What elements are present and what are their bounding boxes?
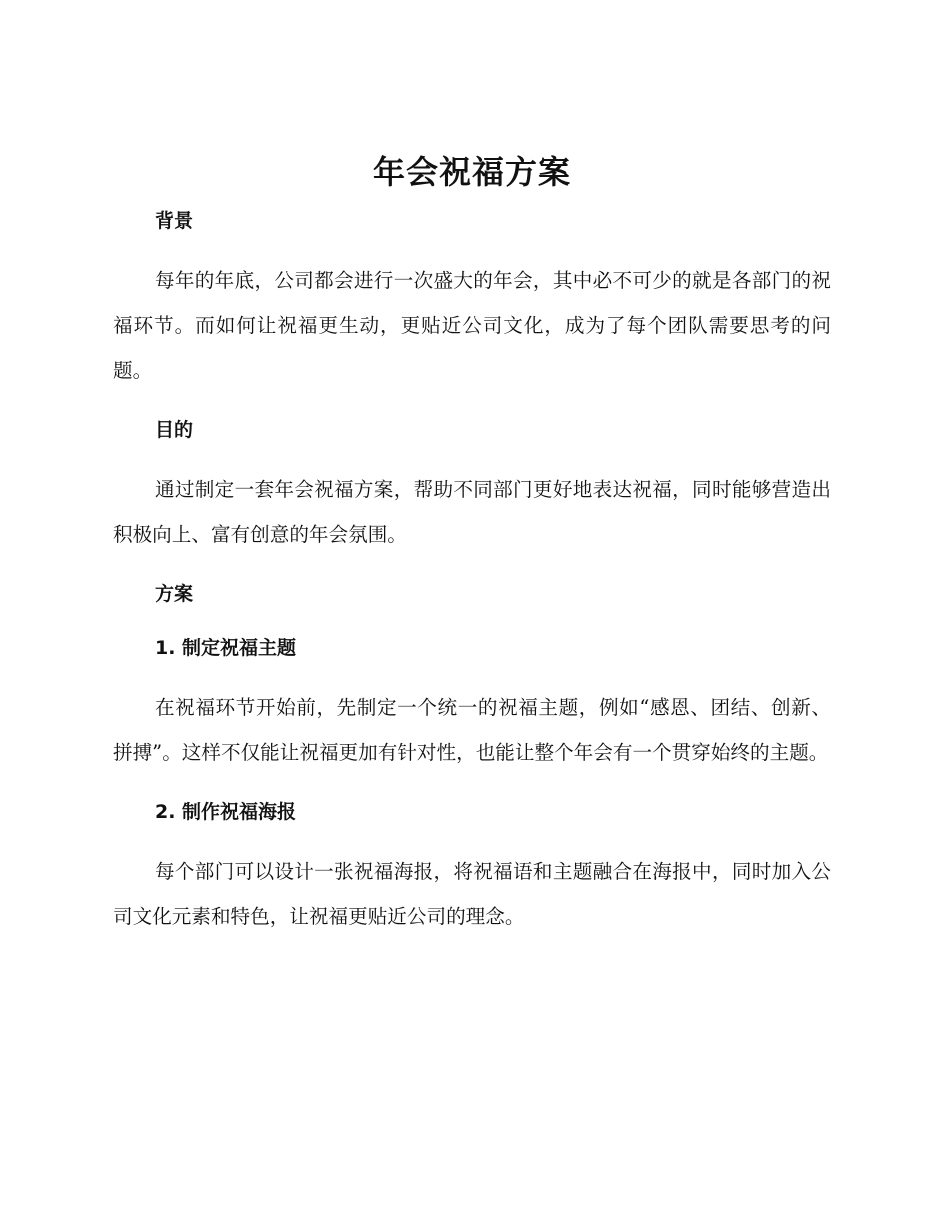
document-body <box>113 148 831 939</box>
step-text-1: 在祝福环节开始前，先制定一个统一的祝福主题，例如“感恩、团结、创新、拼搏”。这样不仅能让祝福更加有针对性，也能让整个年会有一个贯穿始终的主题。 <box>113 696 831 764</box>
section-text-goal: 通过制定一套年会祝福方案，帮助不同部门更好地表达祝福，同时能够营造出积极向上、富有创意的年会氛围。 <box>113 478 831 546</box>
step-heading-1: 1. 制定祝福主题 <box>155 637 297 659</box>
section-heading-goal: 目的 <box>155 419 194 441</box>
document-title: 年会祝福方案 <box>372 153 571 191</box>
step-heading-2: 2. 制作祝福海报 <box>155 801 297 823</box>
section-heading-background: 背景 <box>155 210 194 232</box>
step-text-2: 每个部门可以设计一张祝福海报，将祝福语和主题融合在海报中，同时加入公司文化元素和特色，让祝福更贴近公司的理念。 <box>113 860 831 928</box>
section-heading-plan: 方案 <box>155 583 194 605</box>
section-text-background: 每年的年底，公司都会进行一次盛大的年会，其中必不可少的就是各部门的祝福环节。而如何让祝福更生动，更贴近公司文化，成为了每个团队需要思考的问题。 <box>113 269 831 382</box>
